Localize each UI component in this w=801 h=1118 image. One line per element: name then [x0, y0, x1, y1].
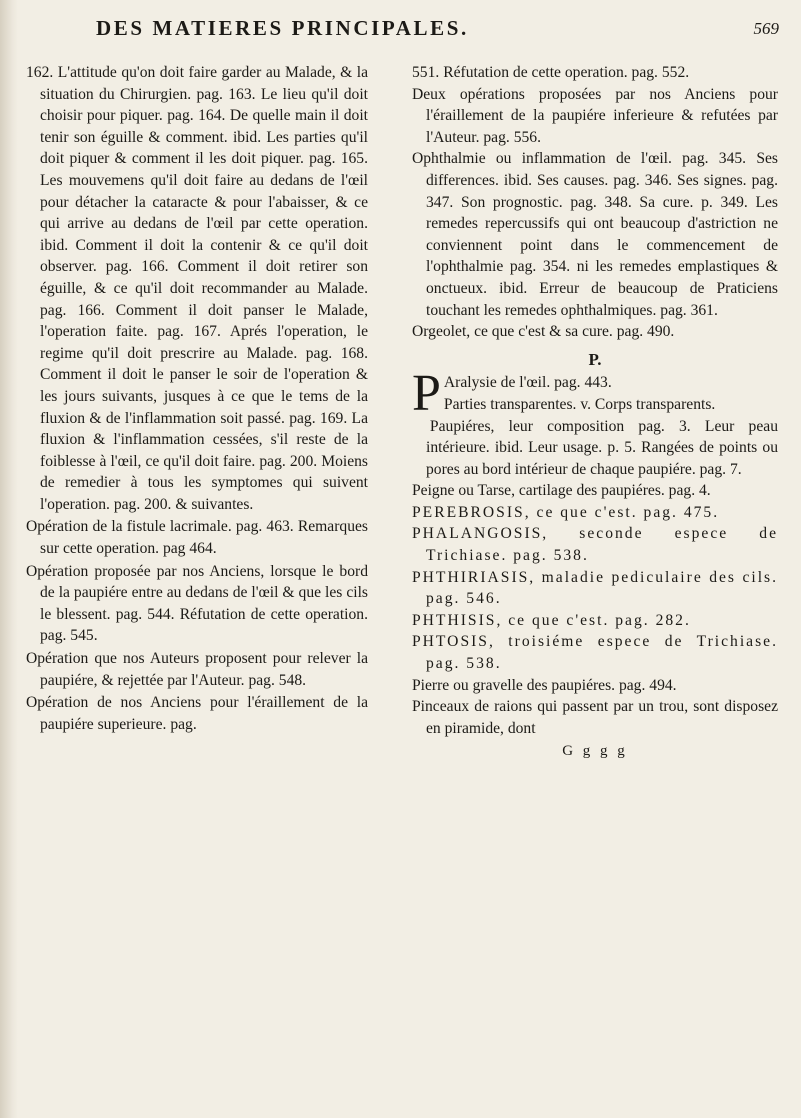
page-header [96, 16, 779, 48]
index-entry: Pierre ou gravelle des paupiéres. pag. 494. [412, 676, 677, 694]
index-entry: PHTHISIS, ce que c'est. pag. 282. [412, 611, 691, 629]
right-column [412, 62, 778, 763]
index-entry: PHTOSIS, troisiéme espece de Trichiase. pag. 538. [412, 633, 778, 673]
page-number: 569 [753, 19, 779, 38]
index-entry-first [412, 365, 778, 423]
index-entry: PHTHIRIASIS, maladie pediculaire des cils. pag. 546. [412, 568, 778, 608]
signature-mark: G g g g [562, 743, 628, 760]
index-entry: Peigne ou Tarse, cartilage des paupiéres. pag. 4. [412, 482, 711, 500]
running-head: DES MATIERES PRINCIPALES. [96, 16, 469, 40]
index-entry-text: Aralysie de l'œil. pag. 443. [443, 374, 612, 392]
left-column [26, 62, 368, 735]
index-entry: Opération que nos Auteurs proposent pour relever la paupiére, & rejettée par l'Auteur. pag. 548. [26, 650, 368, 689]
index-entry: Ophthalmie ou inflammation de l'œil. pag. 345. Ses differences. ibid. Ses causes. pag. 346. Ses signes. pag. 347. Son prognostic. pag. 348. Sa cure. p. 349. Les remedes repercussifs qui ont beaucoup d'astriction ne conviennent point dans le commencement de l'ophthalmie pag. 354. ni les remedes emplastiques & onctueux. ibid. Erreur de beaucoup de Praticiens touchant les remedes ophthalmiques. pag. 361. [412, 150, 778, 319]
index-entry: 162. L'attitude qu'on doit faire garder au Malade, & la situation du Chirurgien. pag. 163. Le lieu qu'il doit choisir pour piquer. pag. 164. De quelle main il doit tenir son éguille & comment. ibid. Les parties qu'il doit piquer & comment il les doit piquer. pag. 165. Les mouvemens qu'il doit faire au dedans de l'œil pour détacher la cataracte & pour l'abaisser, & ce qui arrive au dedans de l'œil par cette operation. ibid. Comment il doit la contenir & ce qu'il doit observer. pag. 166. Comment il doit retirer son éguille, & ce qu'il doit recommander au Malade. pag. 166. Comment il doit panser le Malade, l'operation faite. pag. 167. Aprés l'operation, le regime qu'il doit prescrire au Malade. pag. 168. Comment il doit le panser le soir de l'operation & les jours suivants, jusques à ce que le tems de la fluxion & de l'inflammation soit passé. pag. 169. La fluxion & l'inflammation cessées, s'il reste de la foiblesse à l'œil, ce qu'il doit faire. pag. 200. Moiens de remedier à tous les symptomes qui suivent l'operation. pag. 200. & suivantes. [26, 64, 368, 513]
index-entry: 551. Réfutation de cette operation. pag. 552. [412, 64, 690, 81]
index-entry: Opération proposée par nos Anciens, lorsque le bord de la paupiére entre au dedans de l'œil & que les cils le blessent. pag. 544. Réfutation de cette operation. pag. 545. [26, 562, 368, 645]
page-gutter [0, 0, 18, 1118]
index-entry: Opération de la fistule lacrimale. pag. 463. Remarques sur cette operation. pag 464. [26, 518, 368, 558]
drop-cap: P [412, 365, 441, 423]
index-entry: Deux opérations proposées par nos Anciens pour l'éraillement de la paupiére inferieure & refutées par l'Auteur. pag. 556. [412, 85, 778, 146]
letter-section-heading: P. [588, 349, 602, 369]
index-entry: Pinceaux de raions qui passent par un trou, sont disposez en piramide, dont [412, 698, 778, 737]
index-entry-text: Parties transparentes. v. Corps transparents. [443, 395, 716, 413]
index-entry: Orgeolet, ce que c'est & sa cure. pag. 490. [412, 323, 675, 341]
index-entry: Paupiéres, leur composition pag. 3. Leur peau intérieure. ibid. Leur usage. p. 5. Rangées de points ou pores au bord intérieur de chaque paupiére. pag. 7. [426, 417, 778, 478]
index-entry: Opération de nos Anciens pour l'éraillement de la paupiére superieure. pag. [26, 694, 368, 733]
index-entry: PEREBROSIS, ce que c'est. pag. 475. [412, 503, 720, 521]
index-entry: PHALANGOSIS, seconde espece de Trichiase. pag. 538. [412, 525, 778, 565]
